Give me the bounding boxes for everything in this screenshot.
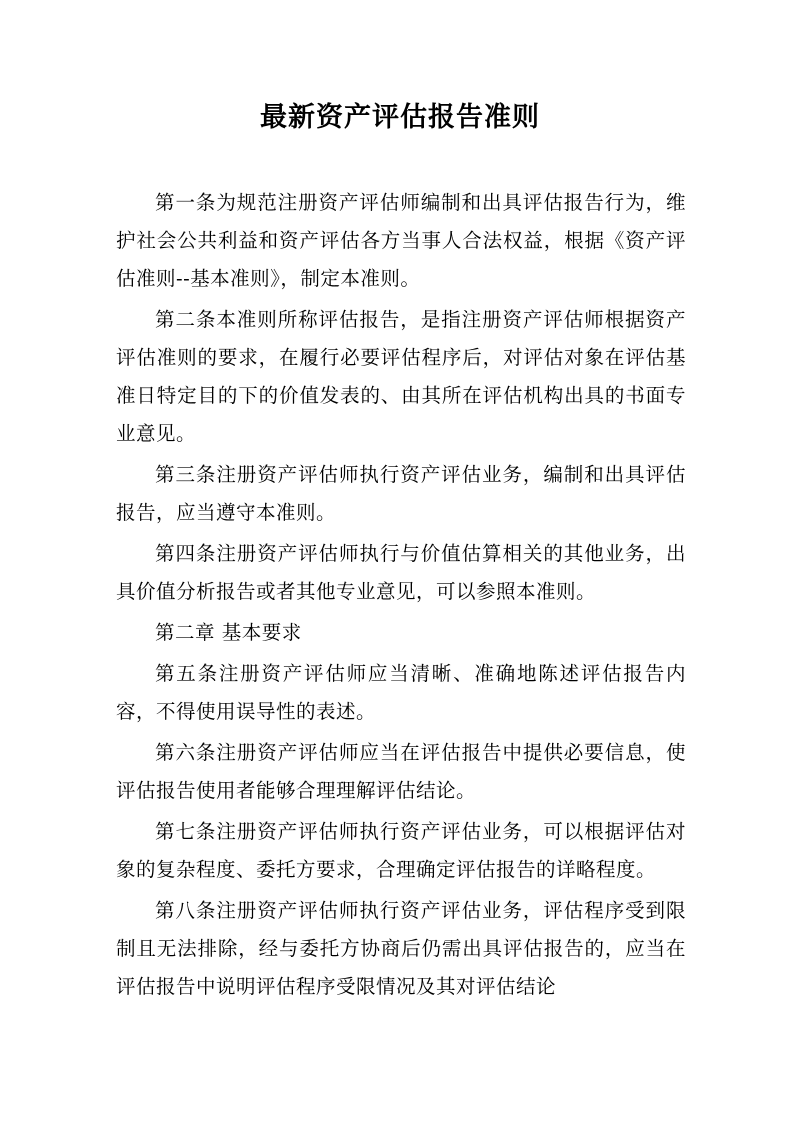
paragraph-article-2: 第二条本准则所称评估报告，是指注册资产评估师根据资产评估准则的要求，在履行必要评估程序后，对评估对象在评估基准日特定目的下的价值发表的、由其所在评估机构出具的书面专业意见。 [116,308,686,445]
chapter-heading: 第二章 基本要求 [155,621,302,644]
paragraph-article-6: 第六条注册资产评估师应当在评估报告中提供必要信息，使评估报告使用者能够合理理解评估结论。 [116,741,686,802]
paragraph-article-7: 第七条注册资产评估师执行资产评估业务，可以根据评估对象的复杂程度、委托方要求，合理确定评估报告的详略程度。 [116,820,686,881]
paragraph-article-4: 第四条注册资产评估师执行与价值估算相关的其他业务，出具价值分析报告或者其他专业意见，可以参照本准则。 [116,542,686,603]
paragraph-article-1: 第一条为规范注册资产评估师编制和出具评估报告行为，维护社会公共利益和资产评估各方当事人合法权益，根据《资产评估准则--基本准则》，制定本准则。 [116,191,686,290]
paragraph-article-3: 第三条注册资产评估师执行资产评估业务，编制和出具评估报告，应当遵守本准则。 [116,463,686,524]
document-body [116,184,686,1009]
paragraph-article-8: 第八条注册资产评估师执行资产评估业务，评估程序受到限制且无法排除，经与委托方协商后仍需出具评估报告的，应当在评估报告中说明评估程序受限情况及其对评估结论 [116,899,686,998]
paragraph-article-5: 第五条注册资产评估师应当清晰、准确地陈述评估报告内容，不得使用误导性的表述。 [116,662,686,723]
document-title: 最新资产评估报告准则 [260,102,540,133]
